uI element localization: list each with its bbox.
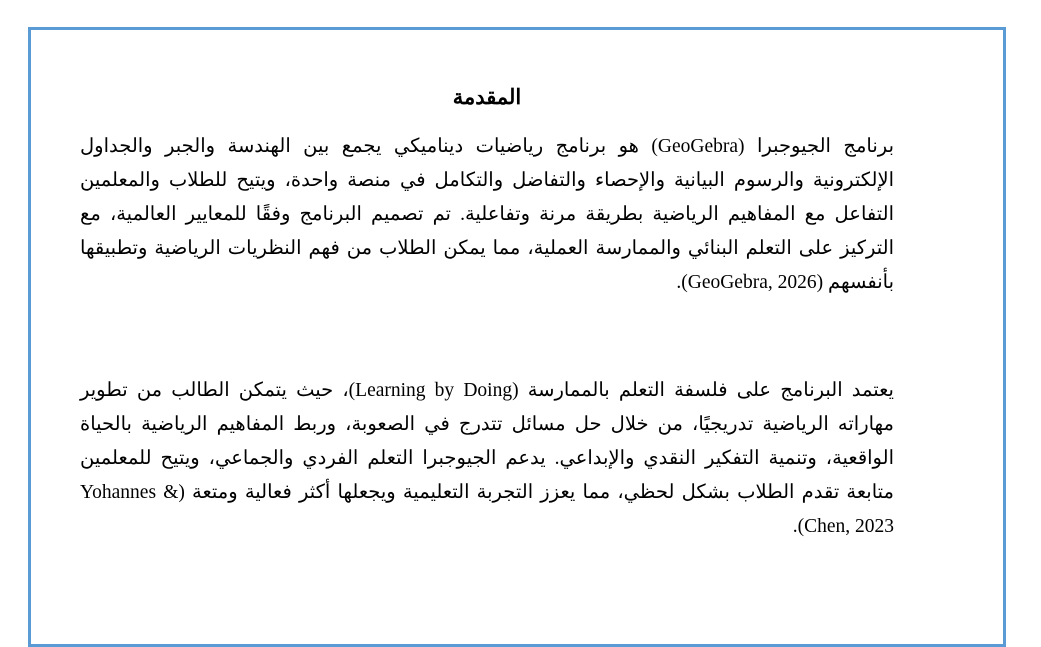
document-body	[80, 82, 894, 544]
document-title: المقدمة	[452, 85, 522, 109]
paragraph-spacer	[80, 300, 894, 374]
paragraph-intro: برنامج الجيوجبرا (GeoGebra) هو برنامج رياضيات ديناميكي يجمع بين الهندسة والجبر والجداول الإلكترونية والرسوم البيانية والإحصاء والتفاضل والتكامل في منصة واحدة، ويتيح للطلاب والمعلمين التفاعل مع المفاهيم الرياضية بطريقة مرنة وتفاعلية. تم تصميم البرنامج وفقًا للمعايير العالمية، مع التركيز على التعلم البنائي والممارسة العملية، مما يمكن الطلاب من فهم النظريات الرياضية وتطبيقها بأنفسهم (GeoGebra, 2026).	[80, 136, 894, 293]
paragraph-learning-by-doing: يعتمد البرنامج على فلسفة التعلم بالممارسة (Learning by Doing)، حيث يتمكن الطالب من تطوير مهاراته الرياضية تدريجيًا، من خلال حل مسائل تتدرج في الصعوبة، وربط المفاهيم الرياضية بالحياة الواقعية، وتنمية التفكير النقدي والإبداعي. يدعم الجيوجبرا التعلم الفردي والجماعي، ويتيح للمعلمين متابعة تقدم الطلاب بشكل لحظي، مما يعزز التجربة التعليمية ويجعلها أكثر فعالية ومتعة (Yohannes & Chen, 2023).	[80, 380, 894, 537]
